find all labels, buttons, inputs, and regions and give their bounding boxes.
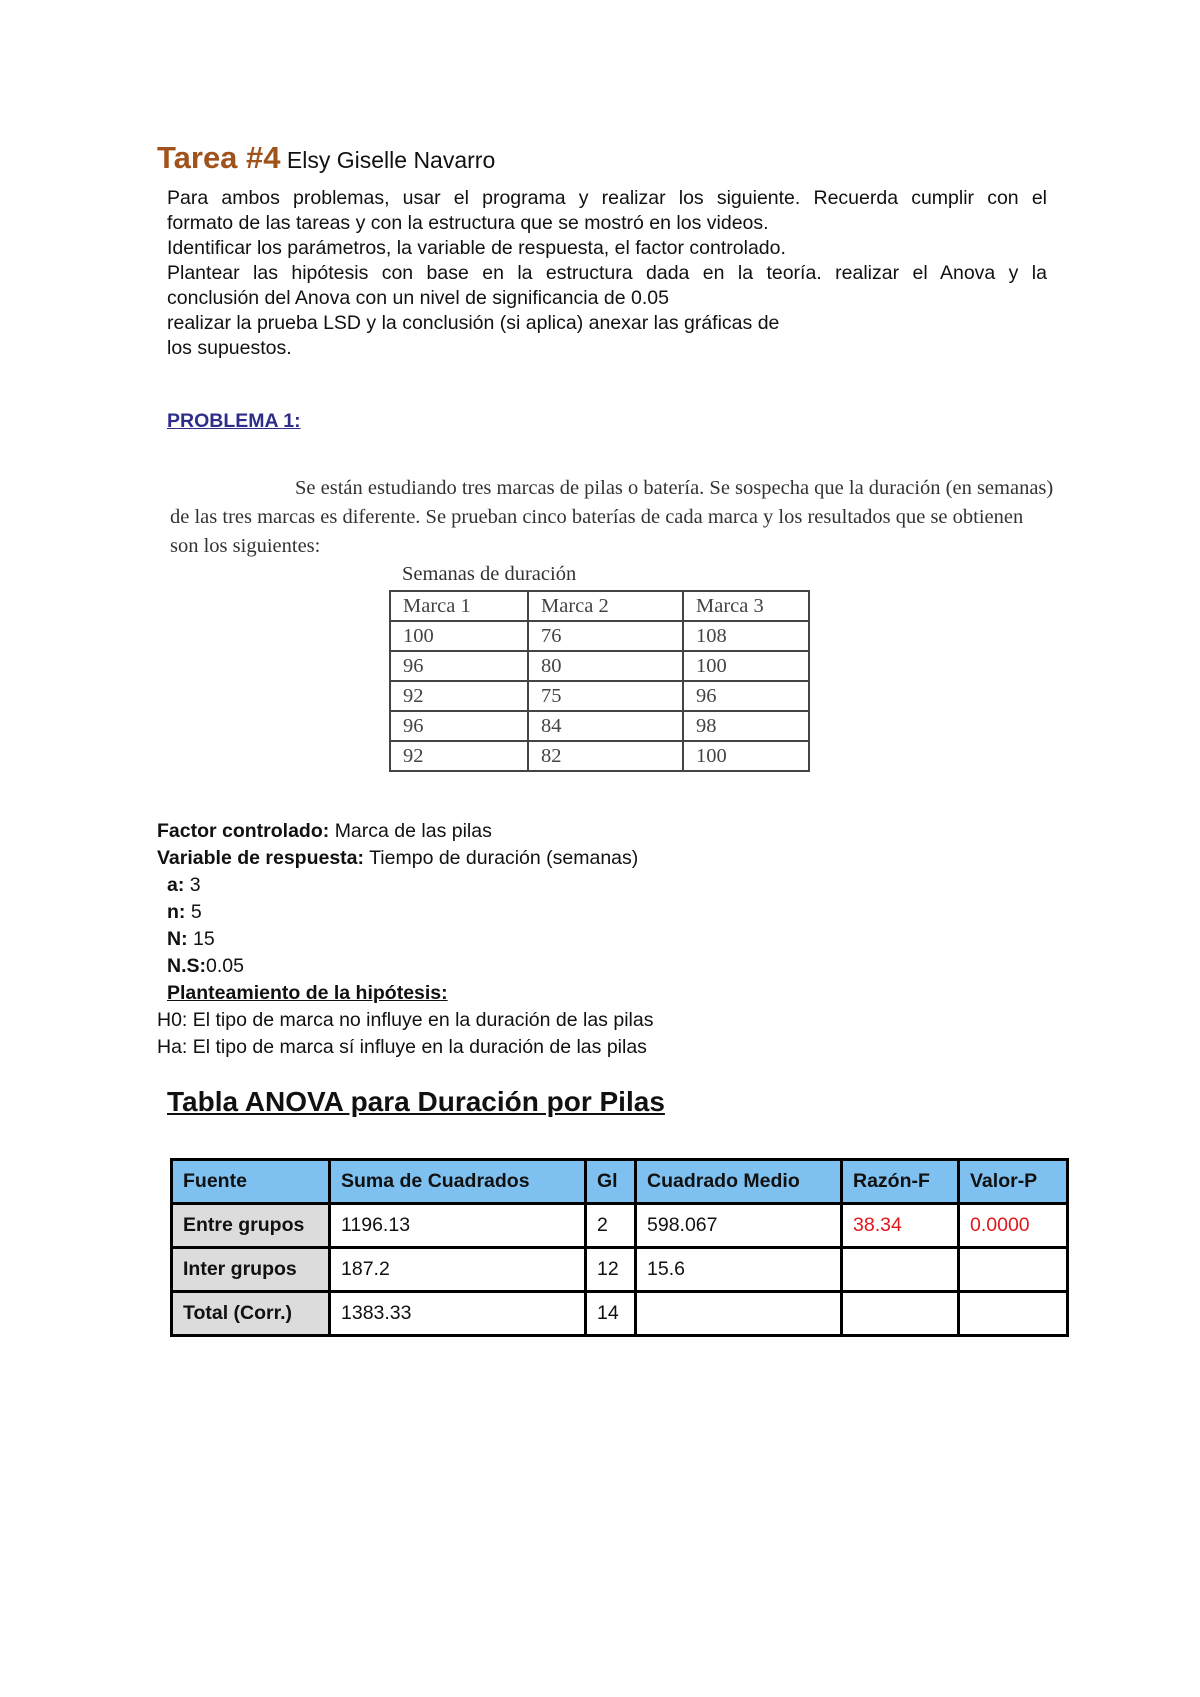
anova-table [170, 1158, 1069, 1337]
variable-row [157, 845, 653, 872]
duration-cell: 96 [390, 711, 528, 741]
duration-header-row [390, 591, 809, 621]
hypothesis-heading-row [157, 980, 653, 1007]
factor-row [157, 818, 653, 845]
param-n-row [157, 899, 653, 926]
duration-cell: 75 [528, 681, 683, 711]
anova-cell: 15.6 [636, 1248, 842, 1292]
instruction-line: conclusión del Anova con un nivel de significancia de 0.05 [167, 287, 669, 309]
problem-line: son los siguientes: [170, 535, 321, 557]
assignment-number: Tarea #4 [157, 140, 281, 175]
instruction-line: formato de las tareas y con la estructura que se mostró en los videos. [167, 212, 769, 234]
variable-value: Tiempo de duración (semanas) [369, 847, 639, 869]
null-hypothesis: H0: El tipo de marca no influye en la duración de las pilas [157, 1009, 654, 1031]
anova-cell: 598.067 [636, 1204, 842, 1248]
duration-row [390, 621, 809, 651]
duration-cell: 100 [683, 651, 809, 681]
duration-cell: 100 [683, 741, 809, 771]
param-ns-row [157, 953, 653, 980]
anova-row [172, 1292, 1068, 1336]
anova-source-cell: Total (Corr.) [172, 1292, 330, 1336]
instruction-line: los supuestos. [167, 337, 292, 359]
anova-header-row [172, 1160, 1068, 1204]
duration-header-cell: Marca 3 [683, 591, 809, 621]
duration-table [389, 590, 810, 772]
instruction-line: Plantear las hipótesis con base en la estructura dada en la teoría. realizar el Anova y la [167, 262, 1047, 284]
param-n-label: n: [167, 901, 186, 923]
anova-f-ratio: 38.34 [842, 1204, 959, 1248]
duration-row [390, 681, 809, 711]
problem-heading: PROBLEMA 1: [167, 410, 301, 432]
instruction-line: realizar la prueba LSD y la conclusión (si aplica) anexar las gráficas de [167, 312, 780, 334]
duration-table-caption: Semanas de duración [402, 563, 577, 585]
anova-cell: 1383.33 [330, 1292, 586, 1336]
param-a-label: a: [167, 874, 185, 896]
parameters-section [157, 818, 653, 1061]
anova-cell: 12 [586, 1248, 636, 1292]
param-ns-label: N.S: [167, 955, 206, 977]
anova-cell [636, 1292, 842, 1336]
problem-line: Se están estudiando tres marcas de pilas o batería. Se sospecha que la duración (en semanas) [295, 477, 1054, 499]
duration-cell: 92 [390, 741, 528, 771]
param-n-value: 5 [190, 901, 202, 923]
duration-row [390, 651, 809, 681]
anova-header-cell: Fuente [172, 1160, 330, 1204]
instruction-line: Para ambos problemas, usar el programa y realizar los siguiente. Recuerda cumplir con el [167, 187, 1047, 209]
anova-cell: 2 [586, 1204, 636, 1248]
variable-label: Variable de respuesta: [157, 847, 365, 869]
duration-cell: 84 [528, 711, 683, 741]
anova-title: Tabla ANOVA para Duración por Pilas [167, 1086, 665, 1117]
param-N-row [157, 926, 653, 953]
anova-cell [959, 1292, 1068, 1336]
duration-header-cell: Marca 1 [390, 591, 528, 621]
problem-statement [170, 474, 1115, 561]
anova-cell [842, 1292, 959, 1336]
alt-hypothesis: Ha: El tipo de marca sí influye en la duración de las pilas [157, 1036, 647, 1058]
duration-cell: 100 [390, 621, 528, 651]
param-N-label: N: [167, 928, 188, 950]
anova-cell [842, 1248, 959, 1292]
anova-cell: 1196.13 [330, 1204, 586, 1248]
param-a-value: 3 [189, 874, 201, 896]
duration-cell: 96 [390, 651, 528, 681]
duration-cell: 98 [683, 711, 809, 741]
anova-p-value: 0.0000 [959, 1204, 1068, 1248]
duration-cell: 96 [683, 681, 809, 711]
anova-cell: 187.2 [330, 1248, 586, 1292]
duration-row [390, 741, 809, 771]
anova-header-cell: Suma de Cuadrados [330, 1160, 586, 1204]
duration-cell: 108 [683, 621, 809, 651]
anova-row [172, 1204, 1068, 1248]
duration-cell: 76 [528, 621, 683, 651]
factor-label: Factor controlado: [157, 820, 330, 842]
duration-cell: 82 [528, 741, 683, 771]
anova-header-cell: Cuadrado Medio [636, 1160, 842, 1204]
anova-cell: 14 [586, 1292, 636, 1336]
duration-row [390, 711, 809, 741]
anova-source-cell: Inter grupos [172, 1248, 330, 1292]
duration-cell: 92 [390, 681, 528, 711]
hypothesis-heading: Planteamiento de la hipótesis: [167, 982, 448, 1004]
param-a-row [157, 872, 653, 899]
anova-source-cell: Entre grupos [172, 1204, 330, 1248]
author-name: Elsy Giselle Navarro [286, 147, 496, 173]
instruction-line: Identificar los parámetros, la variable de respuesta, el factor controlado. [167, 237, 786, 259]
anova-cell [959, 1248, 1068, 1292]
anova-header-cell: Razón-F [842, 1160, 959, 1204]
anova-header-cell: Valor-P [959, 1160, 1068, 1204]
duration-header-cell: Marca 2 [528, 591, 683, 621]
duration-cell: 80 [528, 651, 683, 681]
page-title [157, 140, 495, 176]
param-ns-value: 0.05 [206, 955, 244, 977]
factor-value: Marca de las pilas [334, 820, 492, 842]
anova-header-cell: Gl [586, 1160, 636, 1204]
param-N-value: 15 [193, 928, 215, 950]
problem-line: de las tres marcas es diferente. Se prueban cinco baterías de cada marca y los resultados que se obtienen [170, 506, 1024, 528]
instructions [167, 186, 1047, 361]
anova-row [172, 1248, 1068, 1292]
